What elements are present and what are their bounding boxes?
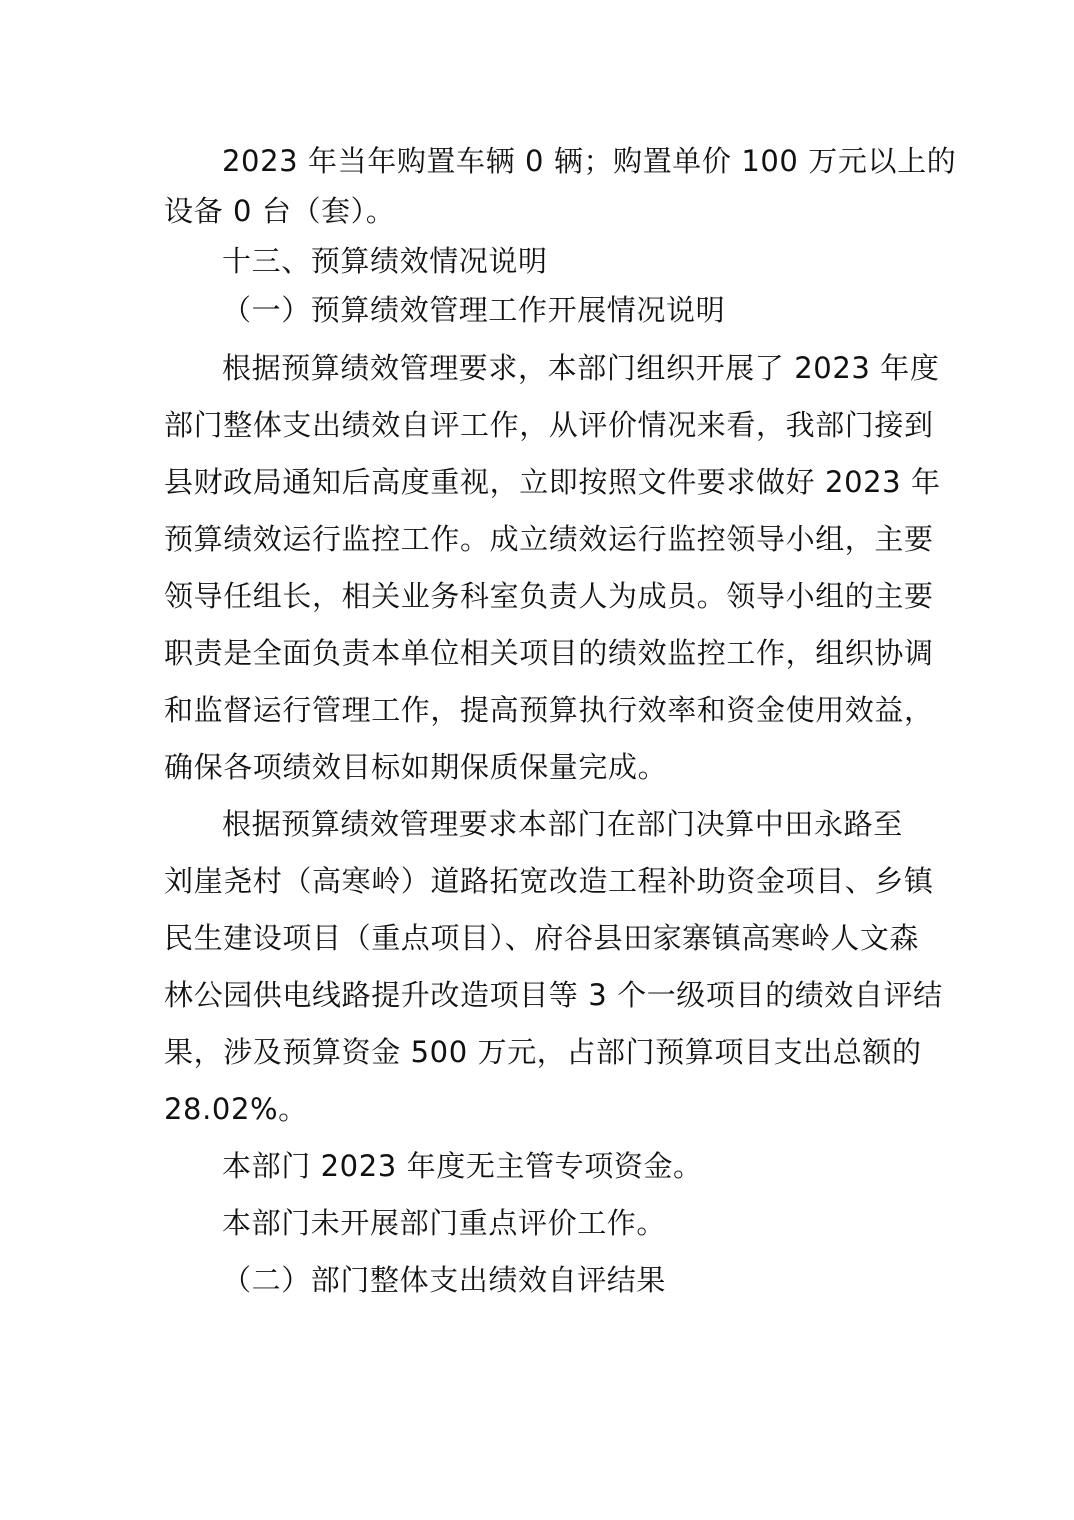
paragraph-2-line-3: 民生建设项目（重点项目）、府谷县田家寨镇高寒岭人文森 [164,921,920,955]
subsection-heading-2: （二）部门整体支出绩效自评结果 [222,1263,667,1297]
paragraph-2-line-2: 刘崖尧村（高寒岭）道路拓宽改造工程补助资金项目、乡镇 [164,864,934,898]
paragraph-1-line-4: 预算绩效运行监控工作。成立绩效运行监控领导小组，主要 [164,522,934,556]
paragraph-1-line-2: 部门整体支出绩效自评工作，从评价情况来看，我部门接到 [164,408,934,442]
paragraph-1-line-8: 确保各项绩效目标如期保质保量完成。 [164,750,668,784]
paragraph-1-line-7: 和监督运行管理工作，提高预算执行效率和资金使用效益， [164,693,934,727]
subsection-heading-1: （一）预算绩效管理工作开展情况说明 [222,293,726,327]
paragraph-1-line-6: 职责是全面负责本单位相关项目的绩效监控工作，组织协调 [164,636,934,670]
paragraph-2-line-6: 28.02%。 [164,1092,308,1126]
paragraph-2-line-4: 林公园供电线路提升改造项目等 3 个一级项目的绩效自评结 [164,978,943,1012]
paragraph-1-line-1: 根据预算绩效管理要求，本部门组织开展了 2023 年度 [222,351,940,385]
paragraph-1-line-3: 县财政局通知后高度重视，立即按照文件要求做好 2023 年 [164,465,941,499]
section-heading: 十三、预算绩效情况说明 [222,244,548,278]
paragraph-vehicles-line-1: 2023 年当年购置车辆 0 辆；购置单价 100 万元以上的 [222,144,957,178]
paragraph-key-evaluation: 本部门未开展部门重点评价工作。 [222,1206,667,1240]
paragraph-vehicles-line-2: 设备 0 台（套）。 [164,194,396,228]
paragraph-2-line-5: 果，涉及预算资金 500 万元，占部门预算项目支出总额的 [164,1035,922,1069]
paragraph-2-line-1: 根据预算绩效管理要求本部门在部门决算中田永路至 [222,807,903,841]
paragraph-special-funds: 本部门 2023 年度无主管专项资金。 [222,1149,703,1183]
paragraph-1-line-5: 领导任组长，相关业务科室负责人为成员。领导小组的主要 [164,579,934,613]
